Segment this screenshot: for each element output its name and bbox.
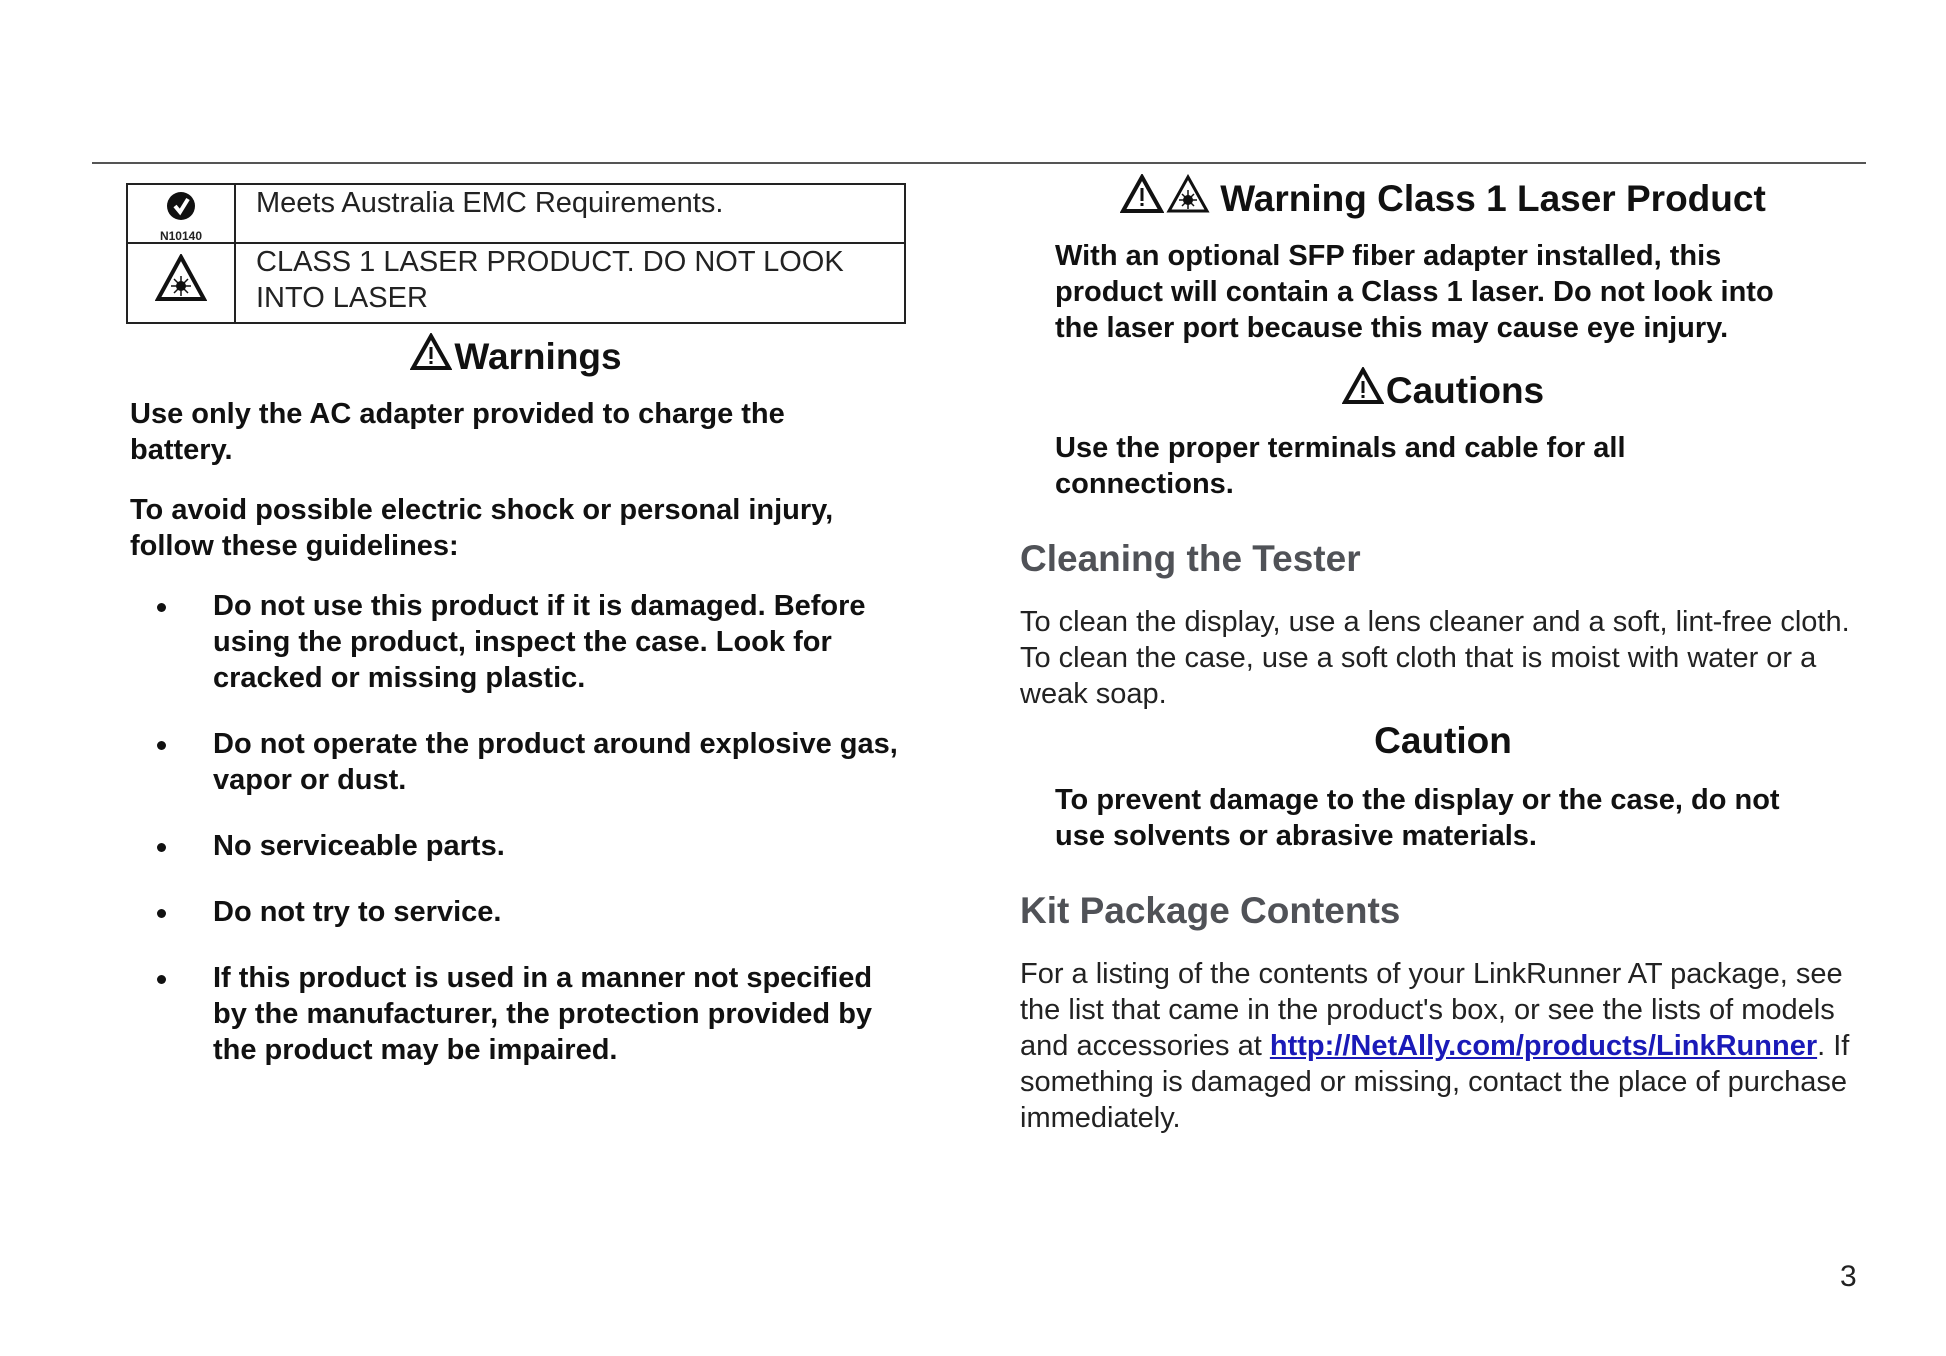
c-tick-label: N10140: [159, 229, 203, 243]
bullet-icon: [157, 909, 166, 918]
warning-triangle-icon: [1342, 367, 1384, 414]
list-item: [130, 588, 900, 696]
cautions-heading: [1020, 367, 1866, 414]
netally-products-link[interactable]: http://NetAlly.com/products/LinkRunner: [1269, 1030, 1818, 1062]
warning-triangle-icon: [410, 333, 452, 380]
list-item-text: If this product is used in a manner not specified by the manufacturer, the protection provided by the product may be impaired.: [213, 962, 873, 1066]
caution-heading: Caution: [1374, 720, 1512, 761]
list-item: [130, 960, 900, 1068]
cautions-text: Use the proper terminals and cable for all connections.: [1055, 432, 1626, 500]
cautions-title: Cautions: [1385, 369, 1545, 411]
cautions-section: [1020, 367, 1866, 414]
page-number: 3: [1840, 1260, 1857, 1293]
laser-warning-section: [1020, 174, 1866, 223]
laser-warning-title: Warning Class 1 Laser Product: [1220, 177, 1766, 219]
regulatory-icon-cell: [127, 243, 235, 323]
laser-warning-icon: [1166, 174, 1210, 223]
warnings-paragraph: To avoid possible electric shock or personal injury, follow these guidelines:: [130, 494, 834, 562]
bullet-icon: [157, 843, 166, 852]
list-item: [130, 828, 900, 864]
warnings-heading: [126, 333, 906, 380]
c-tick-icon: [128, 191, 234, 230]
regulatory-icon-cell: [127, 184, 235, 243]
bullet-icon: [157, 975, 166, 984]
regulatory-row: [127, 243, 905, 323]
laser-warning-icon: [155, 254, 207, 311]
bullet-icon: [157, 603, 166, 612]
kit-heading: Kit Package Contents: [1020, 890, 1401, 931]
warnings-paragraph: Use only the AC adapter provided to charge the battery.: [130, 398, 785, 466]
list-item-text: Do not try to service.: [213, 896, 502, 928]
warning-triangle-icon: [1120, 174, 1164, 223]
list-item: [130, 726, 900, 798]
list-item-text: Do not operate the product around explosive gas, vapor or dust.: [213, 728, 898, 796]
kit-text: [1020, 956, 1866, 1136]
warnings-list: [130, 588, 900, 1098]
warnings-title: Warnings: [454, 335, 622, 377]
laser-warning-heading: [1020, 174, 1866, 223]
cleaning-text: To clean the display, use a lens cleaner and a soft, lint-free cloth. To clean the case, use a soft cloth that is moist with water or a weak soap.: [1020, 606, 1850, 710]
caution-text: To prevent damage to the display or the case, do not use solvents or abrasive materials.: [1055, 784, 1780, 852]
laser-warning-text: With an optional SFP fiber adapter installed, this product will contain a Class 1 laser. Do not look into the laser port because this may cause eye injury.: [1055, 240, 1774, 344]
regulatory-row: [127, 184, 905, 243]
kit-text-after: . If something is damaged or missing, contact the place of purchase immediately.: [1020, 1030, 1850, 1134]
list-item-text: No serviceable parts.: [213, 830, 505, 862]
regulatory-table: [126, 183, 906, 324]
bullet-icon: [157, 741, 166, 750]
list-item-text: Do not use this product if it is damaged. Before using the product, inspect the case. Look for cracked or missing plastic.: [213, 590, 866, 694]
warnings-section: [126, 333, 906, 380]
list-item: [130, 894, 900, 930]
regulatory-text: Meets Australia EMC Requirements.: [235, 184, 905, 243]
cleaning-heading: Cleaning the Tester: [1020, 538, 1361, 579]
header-rule: [92, 162, 1866, 164]
kit-text-before: For a listing of the contents of your LinkRunner AT package, see the list that came in the product's box, or see the lists of models and accessories at: [1020, 958, 1843, 1062]
regulatory-text: CLASS 1 LASER PRODUCT. DO NOT LOOK INTO LASER: [235, 243, 905, 323]
